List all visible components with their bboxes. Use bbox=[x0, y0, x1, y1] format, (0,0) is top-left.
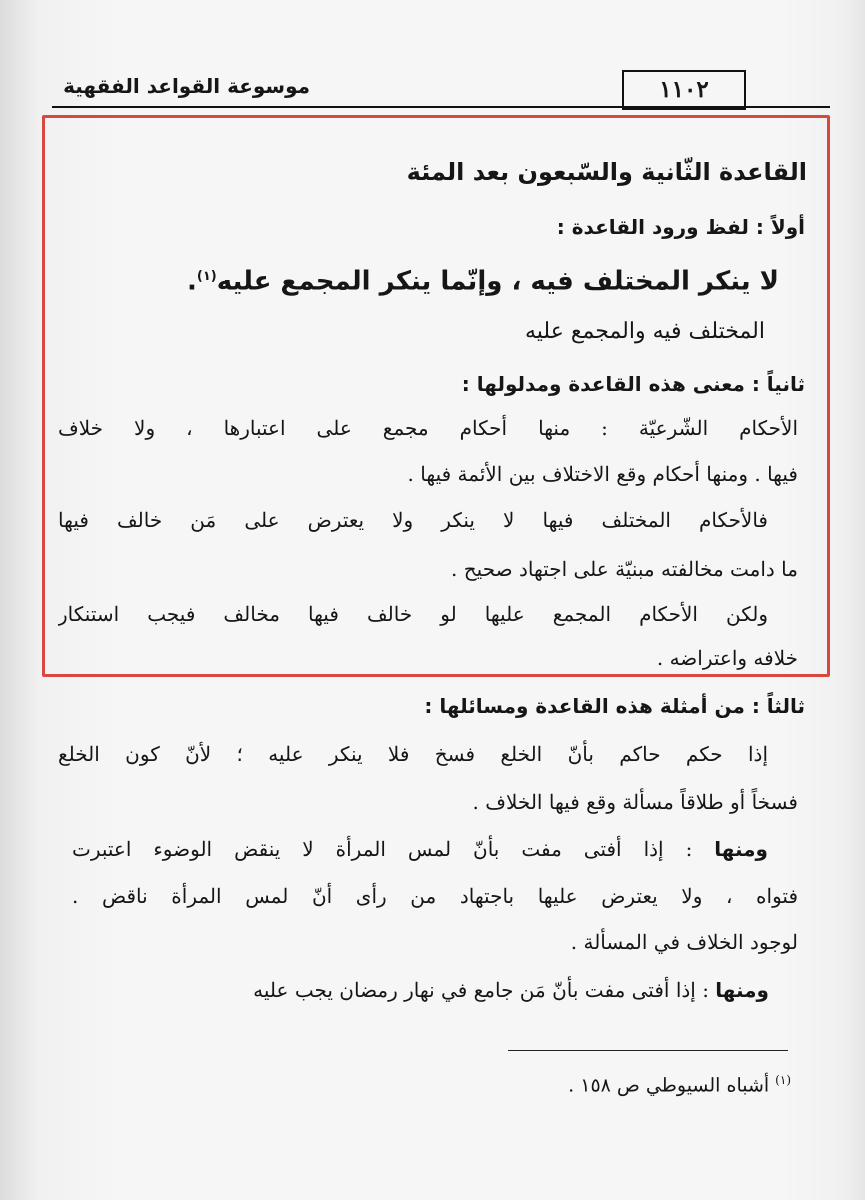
section-3-heading: ثالثاً : من أمثلة هذه القاعدة ومسائلها : bbox=[424, 694, 805, 718]
example-3-text: : إذا أفتى مفت بأنّ مَن جامع في نهار رمضان يجب عليه bbox=[253, 978, 709, 1002]
section-2-line-5: ولكن الأحكام المجمع عليها لو خالف فيها مخالف فيجب استنكار bbox=[58, 602, 768, 626]
footnote-ref: (١) bbox=[196, 269, 217, 284]
running-title: موسوعة القواعد الفقهية bbox=[63, 74, 310, 98]
footnote bbox=[568, 1066, 791, 1099]
example-2-text: : إذا أفتى مفت بأنّ لمس المرأة لا ينقض الوضوء اعتبرت bbox=[72, 837, 693, 861]
example-2-line-2: فتواه ، ولا يعترض عليها باجتهاد من رأى أنّ لمس المرأة ناقض . bbox=[72, 884, 798, 908]
section-2-heading: ثانياً : معنى هذه القاعدة ومدلولها : bbox=[461, 372, 805, 396]
rule-end: . bbox=[187, 266, 197, 297]
footnote-marker: (١) bbox=[775, 1073, 791, 1087]
example-3-lead: ومنها bbox=[715, 978, 769, 1002]
section-2-line-4: ما دامت مخالفته مبنيّة على اجتهاد صحيح . bbox=[451, 557, 798, 581]
section-2-line-6: خلافه واعتراضه . bbox=[656, 646, 798, 670]
section-1-heading: أولاً : لفظ ورود القاعدة : bbox=[556, 215, 805, 239]
section-2-line-1: الأحكام الشّرعيّة : منها أحكام مجمع على اعتبارها ، ولا خلاف bbox=[58, 416, 798, 440]
example-2-lead: ومنها bbox=[714, 837, 768, 861]
footnote-text: أشباه السيوطي ص ١٥٨ . bbox=[568, 1074, 770, 1097]
example-1-line-1: إذا حكم حاكم بأنّ الخلع فسخ فلا ينكر عليه ؛ لأنّ كون الخلع bbox=[58, 742, 768, 766]
rule-title: القاعدة الثّانية والسّبعون بعد المئة bbox=[406, 158, 807, 186]
rule-statement bbox=[187, 260, 779, 299]
example-3-line-1 bbox=[253, 976, 769, 1004]
example-2-line-1 bbox=[72, 835, 768, 865]
rule-text: لا ينكر المختلف فيه ، وإنّما ينكر المجمع عليه bbox=[216, 266, 779, 297]
rule-subtitle: المختلف فيه والمجمع عليه bbox=[525, 319, 765, 344]
section-2-line-2: فيها . ومنها أحكام وقع الاختلاف بين الأئمة فيها . bbox=[407, 462, 798, 486]
page-header bbox=[40, 60, 830, 110]
page-number: ١١٠٢ bbox=[622, 70, 746, 110]
section-2-line-3: فالأحكام المختلف فيها لا ينكر ولا يعترض على مَن خالف فيها bbox=[58, 508, 768, 532]
footnote-rule bbox=[508, 1050, 788, 1051]
header-rule bbox=[52, 106, 830, 108]
example-1-line-2: فسخاً أو طلاقاً مسألة وقع فيها الخلاف . bbox=[472, 790, 798, 814]
example-2-line-3: لوجود الخلاف في المسألة . bbox=[570, 930, 798, 954]
